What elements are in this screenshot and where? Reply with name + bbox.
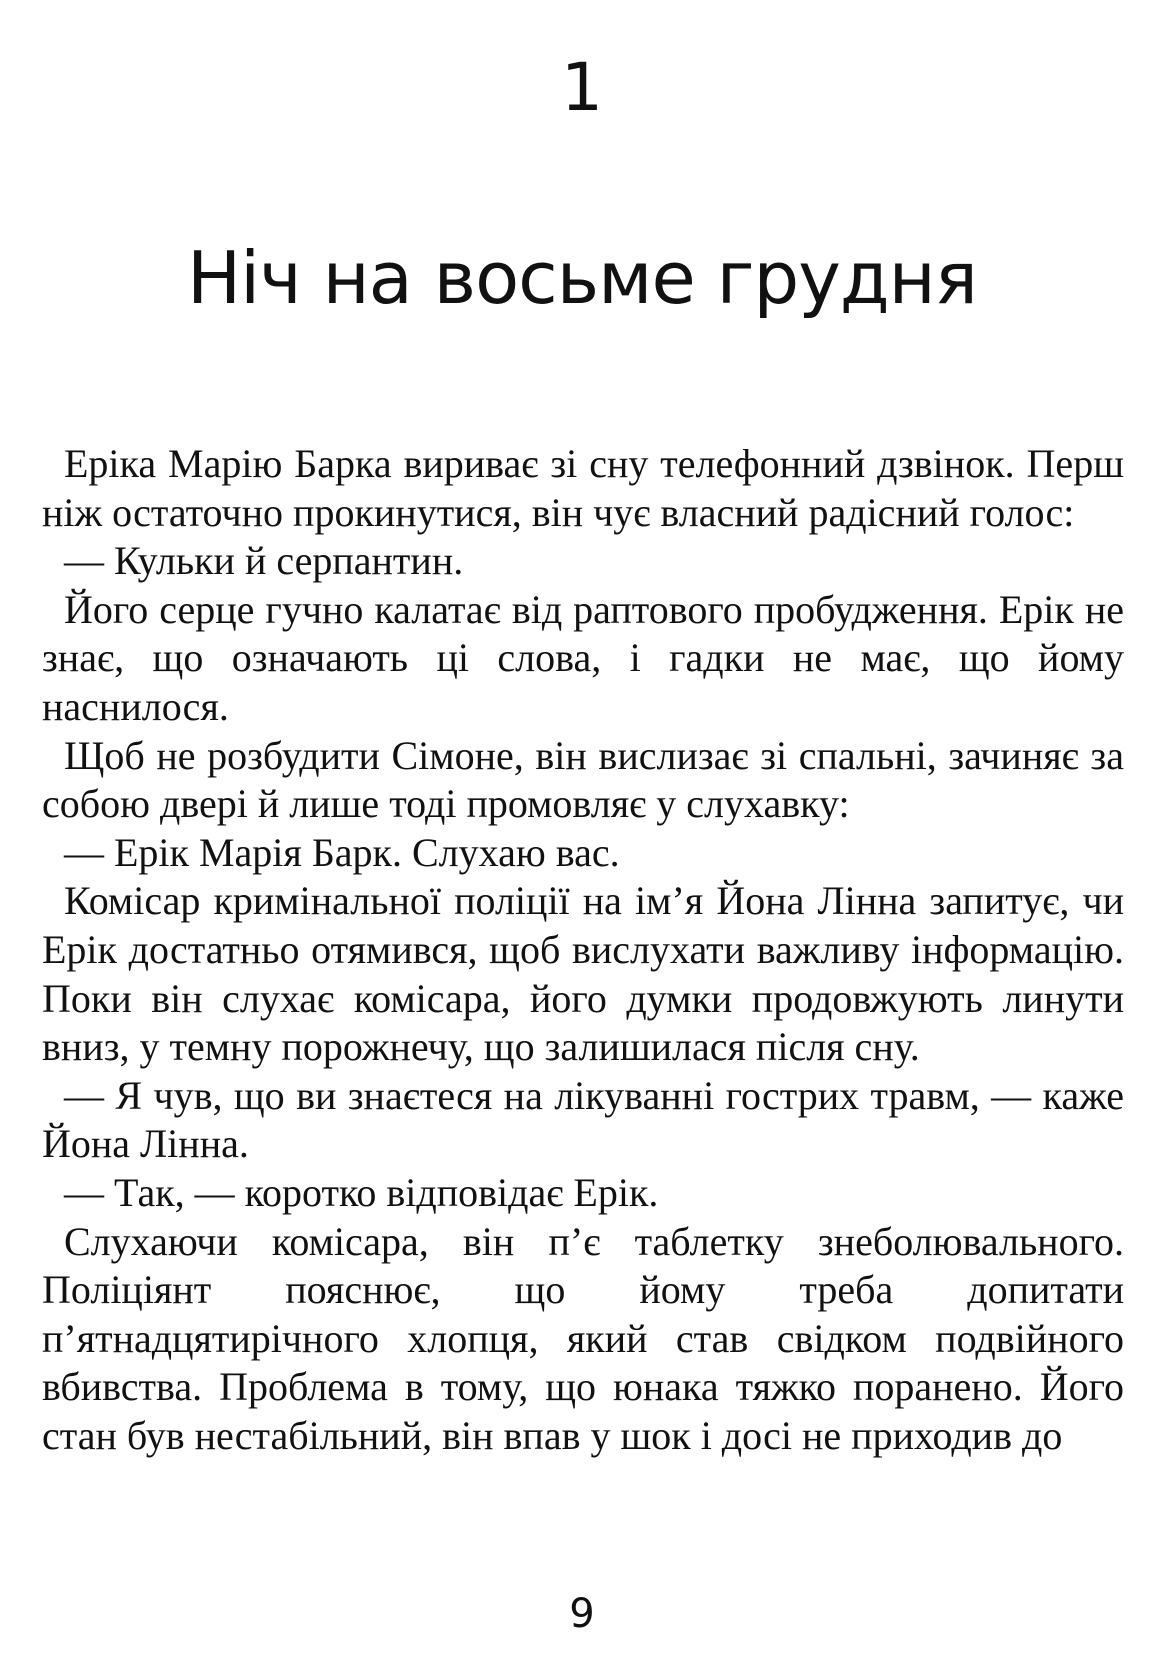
page-number: 9 bbox=[569, 1591, 595, 1637]
paragraph: Щоб не розбудити Сімоне, він вислизає зі спальні, зачиняє за собою двері й лише тоді промовляє у слухавку: bbox=[42, 732, 1124, 827]
paragraph: — Ерік Марія Барк. Слухаю вас. bbox=[64, 829, 620, 875]
chapter-body bbox=[42, 440, 1124, 1460]
chapter-number: 1 bbox=[561, 49, 603, 126]
chapter-title: Ніч на восьме грудня bbox=[187, 236, 977, 320]
paragraph: Його серце гучно калатає від раптового пробудження. Ерік не знає, що означають ці слова, і гадки не має, що йому наснилося. bbox=[42, 586, 1124, 729]
paragraph: Слухаючи комісара, він п’є таблетку знеболювального. Поліціянт пояснює, що йому треба допитати п’ятнадцятирічного хлопця, який став свідком подвійного вбивства. Проблема в тому, що юнака тяжко поранено. Його стан був нестабільний, він впав у шок і досі не приходив до bbox=[42, 1218, 1124, 1458]
paragraph: — Так, — коротко відповідає Ерік. bbox=[64, 1169, 659, 1215]
paragraph: Еріка Марію Барка вириває зі сну телефонний дзвінок. Перш ніж остаточно прокинутися, він чує власний радісний голос: bbox=[42, 441, 1124, 535]
paragraph: — Кульки й серпантин. bbox=[64, 538, 464, 584]
paragraph: Комісар кримінальної поліції на ім’я Йона Лінна запитує, чи Ерік достатньо отямився, щоб вислухати важливу інформацію. Поки він слухає комісара, його думки продовжують линути вниз, у темну порожнечу, що залишилася після сну. bbox=[42, 878, 1124, 1070]
paragraph: — Я чув, що ви знаєтеся на лікуванні гострих травм, — каже Йона Лінна. bbox=[42, 1072, 1124, 1167]
